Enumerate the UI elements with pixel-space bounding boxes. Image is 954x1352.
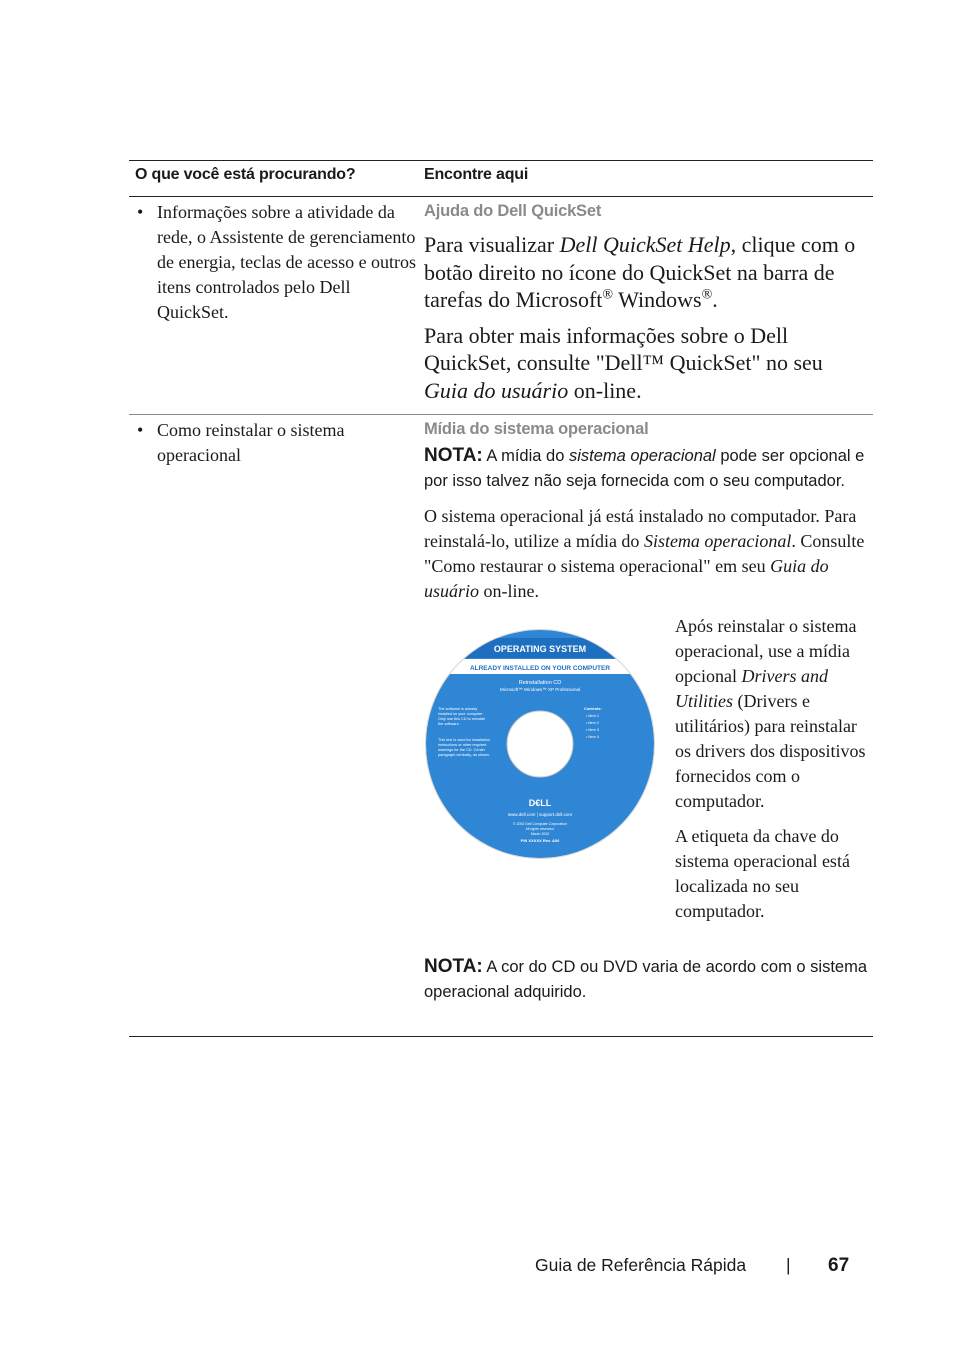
cd-fine-1: © 2002 Dell Computer Corporation: [513, 822, 567, 826]
footer-separator: |: [786, 1255, 791, 1275]
cd-left-2: installed on your computer.: [438, 712, 484, 716]
os-cd-image: [424, 628, 656, 860]
cd-top-band: OPERATING SYSTEM: [493, 644, 587, 654]
cd-side-text: [675, 614, 871, 924]
cd-fine-2: All rights reserved.: [525, 827, 555, 831]
cd-part: P/N XXXXX Rev. A00: [520, 838, 560, 843]
cd-sub-band: ALREADY INSTALLED ON YOUR COMPUTER: [469, 665, 611, 672]
cd-right-1: • Item 1: [586, 714, 599, 718]
cd-right-4: • Item 4: [586, 735, 599, 739]
row2-item: [135, 418, 417, 468]
cd-url: www.dell.com | support.dell.com: [507, 812, 573, 817]
cd-block: [424, 614, 872, 954]
cd-right-2: • Item 2: [586, 721, 599, 725]
bullet: •: [137, 420, 144, 440]
cd-logo: D€LL: [528, 798, 552, 808]
row1-content: [424, 202, 872, 404]
table-bottom-rule: [129, 1036, 873, 1037]
cd-line1: Reinstallation CD: [518, 680, 562, 686]
quickset-paragraph-1: Para visualizar Dell QuickSet Help, clique com o botão direito no ícone do QuickSet na barra de tarefas do Microsoft® Windows®.: [424, 232, 856, 312]
cd-left-3: Only use this CD to reinstall: [438, 717, 485, 721]
quickset-paragraph-2: Para obter mais informações sobre o Dell QuickSet, consulte "Dell™ QuickSet" no seu Guia do usuário on-line.: [424, 322, 823, 403]
table-top-rule: [129, 160, 873, 161]
cd-line2: Microsoft™ Windows™ XP Professional: [500, 687, 580, 692]
cd-left-8: warnings for the CD. Center: [438, 748, 486, 752]
cd-left-4: the software.: [438, 722, 460, 726]
cd-right-title: Contents:: [584, 707, 602, 711]
cd-left-1: The software is already: [438, 707, 478, 711]
bullet: •: [137, 202, 144, 222]
cd-left-9: paragraph vertically, as shown.: [438, 753, 491, 757]
os-key-label-paragraph: A etiqueta da chave do sistema operacional está localizada no seu computador.: [675, 826, 850, 921]
note-os-media-optional: NOTA: A mídia do sistema operacional pode ser opcional e por isso talvez não seja fornecida com o seu computador.: [424, 445, 865, 490]
footer-page-number: 67: [828, 1255, 850, 1276]
drivers-utilities-paragraph: Após reinstalar o sistema operacional, use a mídia opcional Drivers and Utilities (Drivers e utilitários) para reinstalar os drivers dos dispositivos fornecidos com o computador.: [675, 616, 866, 811]
cd-right-3: • Item 3: [586, 728, 599, 732]
cd-fine-3: March 2002: [530, 832, 550, 836]
os-reinstall-paragraph: O sistema operacional já está instalado no computador. Para reinstalá-lo, utilize a mídia do Sistema operacional. Consulte "Como restaurar o sistema operacional" em seu Guia do usuário on-line.: [424, 506, 865, 601]
row1-item-text: Informações sobre a atividade da rede, o Assistente de gerenciamento de energia, teclas de acesso e outros itens controlados pelo Dell QuickSet.: [157, 202, 417, 322]
header-col-find-here: Encontre aqui: [424, 166, 529, 183]
row2-item-text: Como reinstalar o sistema operacional: [157, 420, 345, 465]
row-divider: [129, 414, 873, 415]
cd-left-6: This text is used for installation: [438, 738, 490, 742]
section-title-os-media: Mídia do sistema operacional: [424, 420, 649, 438]
footer-guide-title: Guia de Referência Rápida: [535, 1255, 747, 1275]
note-cd-color: NOTA: A cor do CD ou DVD varia de acordo com o sistema operacional adquirido.: [424, 956, 868, 1001]
header-rule: [129, 196, 873, 197]
row1-item: [135, 200, 417, 325]
row2-content: [424, 420, 872, 1005]
cd-left-7: instructions or other required: [438, 743, 487, 747]
header-col-looking-for: O que você está procurando?: [135, 166, 356, 183]
section-title-quickset: Ajuda do Dell QuickSet: [424, 202, 602, 220]
